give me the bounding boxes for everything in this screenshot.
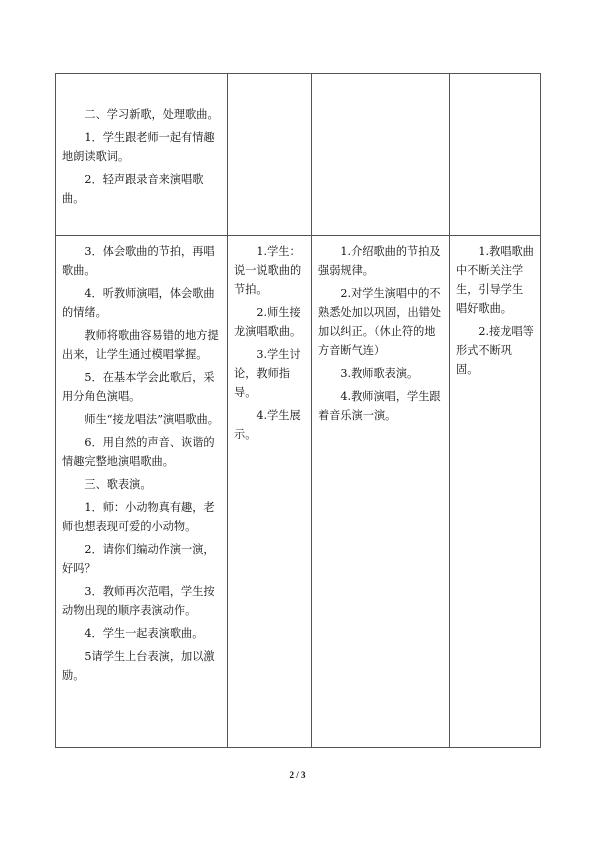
table-row <box>56 74 541 236</box>
row1-teacher-cell <box>312 74 450 236</box>
page-number: 2 / 3 <box>289 770 306 780</box>
activity-step: 1．学生跟老师一起有情趣地朗读歌词。 <box>62 131 215 163</box>
activity-step: 教师将歌曲容易错的地方提出来，让学生通过模唱掌握。 <box>62 329 219 361</box>
activity-step: 1．师：小动物真有趣，老师也想表现可爱的小动物。 <box>62 501 215 533</box>
activity-step: 5请学生上台表演，加以激励。 <box>62 650 215 682</box>
teacher-activity: 1.介绍歌曲的节拍及强弱规律。 <box>318 245 441 277</box>
activity-step: 2．请你们编动作演一演，好吗？ <box>62 543 215 575</box>
activity-step: 6．用自然的声音、诙谐的情趣完整地演唱歌曲。 <box>62 436 215 468</box>
row1-student-cell <box>228 74 312 236</box>
teacher-activity: 3.教师歌表演。 <box>340 367 419 380</box>
activity-step: 4．学生一起表演歌曲。 <box>84 627 204 640</box>
row2-student-cell <box>228 236 312 748</box>
section-heading: 二、学习新歌，处理歌曲。 <box>84 108 219 121</box>
row2-activity-cell <box>56 236 228 748</box>
section-heading: 三、歌表演。 <box>84 478 152 491</box>
activity-step: 3．教师再次范唱，学生按动物出现的顺序表演动作。 <box>62 585 215 617</box>
teacher-activity: 2.对学生演唱中的不熟悉处加以巩固，出错处加以纠正。（休止符的地方音断气连） <box>318 287 442 357</box>
table-row <box>56 236 541 748</box>
activity-step: 师生“接龙唱法”演唱歌曲。 <box>84 413 219 426</box>
row1-activity-cell <box>56 74 228 236</box>
lesson-plan-table <box>55 73 541 748</box>
activity-step: 5．在基本学会此歌后，采用分角色演唱。 <box>62 371 215 403</box>
row2-teacher-cell <box>312 236 450 748</box>
design-intent: 2.接龙唱等形式不断巩固。 <box>456 325 534 376</box>
design-intent: 1.教唱歌曲中不断关注学生，引导学生唱好歌曲。 <box>456 245 534 315</box>
student-activity: 2.师生接龙演唱歌曲。 <box>234 306 302 338</box>
row1-intent-cell <box>450 74 541 236</box>
row2-intent-cell <box>450 236 541 748</box>
teacher-activity: 4.教师演唱，学生跟着音乐演一演。 <box>318 390 441 422</box>
student-activity: 3.学生讨论，教师指导。 <box>234 348 301 399</box>
student-activity: 1.学生：说一说歌曲的节拍。 <box>234 245 302 296</box>
student-activity: 4.学生展示。 <box>234 409 301 441</box>
activity-step: 2．轻声跟录音来演唱歌曲。 <box>62 173 204 205</box>
activity-step: 4．听教师演唱，体会歌曲的情绪。 <box>62 287 215 319</box>
activity-step: 3．体会歌曲的节拍，再唱歌曲。 <box>62 245 215 277</box>
